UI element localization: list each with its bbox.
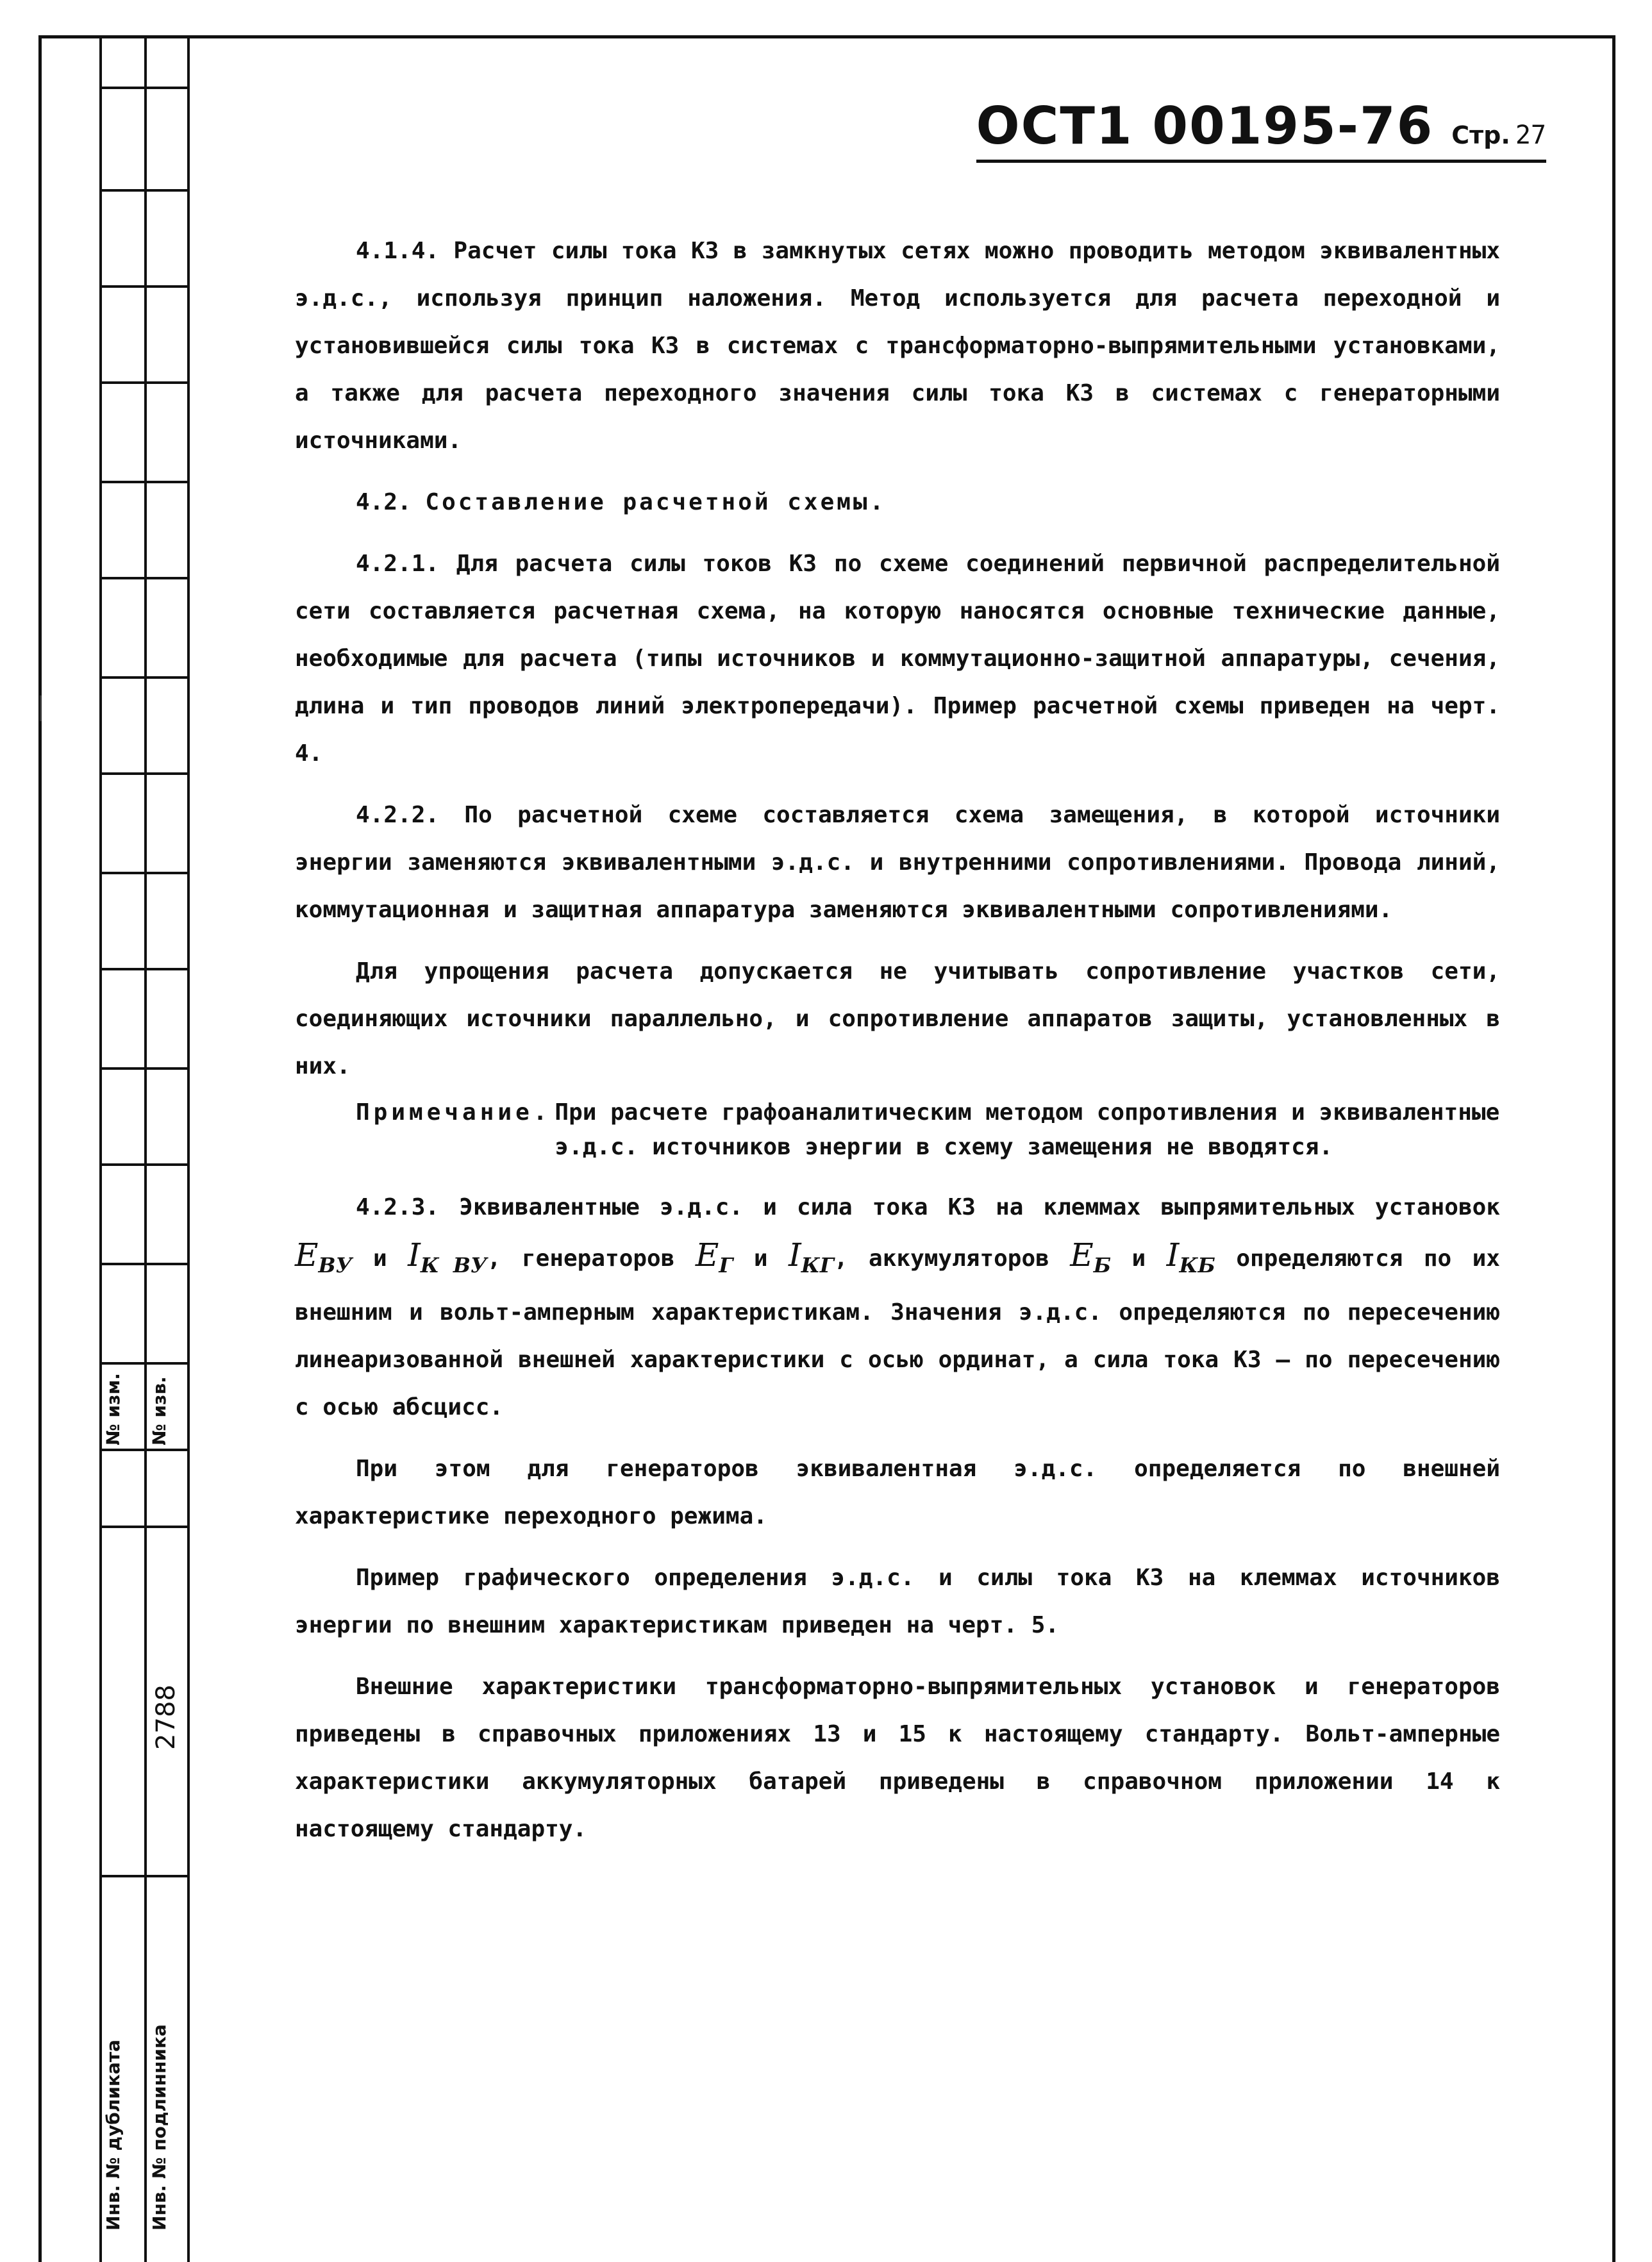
p423-rest: определяются по их внешним и вольт-амперным характеристикам. Значения э.д.с. определяются по пересечению линеаризованной внешней характеристики с осью ординат, а сила тока КЗ – по пересечению с осью абсцисс. bbox=[295, 1245, 1500, 1420]
stamp-column-left bbox=[99, 35, 147, 2262]
symbol-e: E bbox=[1070, 1236, 1094, 1274]
document-code: ОСТ1 00195-76 bbox=[976, 96, 1434, 156]
stamp-divider bbox=[99, 1526, 190, 1528]
paragraph-4-2-2: 4.2.2. По расчетной схеме составляется схема замещения, в которой источники энергии заменяются эквивалентными э.д.с. и внутренними сопротивлениями. Провода линий, коммутационная и защитная аппаратура заменяются эквивалентными сопротивлениями. bbox=[295, 802, 1500, 923]
stamp-divider bbox=[99, 1163, 190, 1166]
symbol-i: I bbox=[788, 1236, 801, 1274]
word-and: и bbox=[753, 1245, 768, 1272]
subscript-kvu: К ВУ bbox=[420, 1253, 487, 1277]
stamp-divider bbox=[99, 285, 190, 288]
stamp-column-right bbox=[187, 35, 235, 2262]
stamp-divider bbox=[99, 676, 190, 679]
p423-intro: 4.2.3. Эквивалентные э.д.с. и сила тока КЗ на клеммах выпрямительных установок bbox=[356, 1194, 1500, 1220]
scan-artifact bbox=[40, 695, 42, 721]
symbol-e: E bbox=[695, 1236, 719, 1274]
stamp-divider bbox=[99, 87, 190, 89]
subscript-g: Г bbox=[719, 1253, 733, 1277]
paragraph-4-1-4: 4.1.4. Расчет силы тока КЗ в замкнутых сетях можно проводить методом эквивалентных э.д.с., используя принцип наложения. Метод используется для расчета переходной и установившейся силы тока КЗ в системах с трансформаторно-выпрямительными установками, а также для расчета переходного значения силы тока КЗ в системах с генераторными источниками. bbox=[295, 238, 1500, 454]
symbol-i: I bbox=[1166, 1236, 1180, 1274]
stamp-divider bbox=[99, 1263, 190, 1265]
stamp-divider bbox=[99, 872, 190, 874]
subscript-kb: КБ bbox=[1179, 1253, 1215, 1277]
stamp-column-mid bbox=[144, 35, 192, 2262]
paragraph-generators: При этом для генераторов эквивалентная э.д.с. определяется по внешней характеристике переходного режима. bbox=[295, 1456, 1500, 1529]
note-text: При расчете графоаналитическим методом сопротивления и эквивалентные э.д.с. источников энергии в схему замещения не вводятся. bbox=[555, 1099, 1500, 1160]
heading-text: Составление расчетной схемы. bbox=[425, 489, 887, 515]
page-label: Стр. bbox=[1451, 121, 1510, 149]
heading-number: 4.2. bbox=[356, 489, 412, 515]
stamp-divider bbox=[99, 481, 190, 483]
note-block bbox=[356, 1095, 1500, 1165]
page-header bbox=[976, 96, 1546, 163]
paragraph-4-2-3 bbox=[295, 1184, 1500, 1431]
paragraph-simplification: Для упрощения расчета допускается не учитывать сопротивление участков сети, соединяющих источники параллельно, и сопротивление аппаратов защиты, установленных в них. bbox=[295, 958, 1500, 1079]
section-heading bbox=[295, 479, 1500, 526]
stamp-divider bbox=[99, 1875, 190, 1877]
word-generators: , генераторов bbox=[487, 1245, 675, 1272]
duplicate-label: Инв. № дубликата bbox=[103, 2040, 124, 2231]
paragraph-characteristics: Внешние характеристики трансформаторно-выпрямительных установок и генераторов приведены в справочных приложениях 13 и 15 к настоящему стандарту. Вольт-амперные характеристики аккумуляторных батарей приведены в справочном приложении 14 к настоящему стандарту. bbox=[295, 1674, 1500, 1842]
stamp-divider bbox=[99, 772, 190, 775]
stamp-divider bbox=[99, 1067, 190, 1070]
subscript-vu: ВУ bbox=[318, 1253, 353, 1277]
paragraph-example: Пример графического определения э.д.с. и силы тока КЗ на клеммах источников энергии по внешним характеристикам приведен на черт. 5. bbox=[295, 1565, 1500, 1638]
stamp-divider bbox=[99, 968, 190, 970]
page-number: 27 bbox=[1515, 121, 1546, 150]
symbol-e: E bbox=[295, 1236, 319, 1274]
notice-no-label: № изв. bbox=[149, 1376, 170, 1445]
inv-number-value: 2788 bbox=[151, 1684, 181, 1750]
change-no-label: № изм. bbox=[103, 1373, 124, 1445]
word-accumulators: , аккумуляторов bbox=[833, 1245, 1049, 1272]
stamp-divider bbox=[99, 1362, 190, 1365]
stamp-divider bbox=[99, 189, 190, 192]
document-body bbox=[295, 228, 1500, 1853]
stamp-divider bbox=[99, 381, 190, 384]
word-and: и bbox=[372, 1245, 387, 1272]
stamp-divider bbox=[99, 577, 190, 579]
note-label: Примечание. bbox=[356, 1099, 551, 1126]
original-label: Инв. № подлинника bbox=[149, 2024, 170, 2231]
subscript-kg: КГ bbox=[801, 1253, 834, 1277]
word-and: и bbox=[1131, 1245, 1146, 1272]
symbol-i: I bbox=[408, 1236, 421, 1274]
subscript-b: Б bbox=[1093, 1253, 1112, 1277]
paragraph-4-2-1: 4.2.1. Для расчета силы токов КЗ по схеме соединений первичной распределительной сети составляется расчетная схема, на которую наносятся основные технические данные, необходимые для расчета (типы источников и коммутационно-защитной аппаратуры, сечения, длина и тип проводов линий электропередачи). Пример расчетной схемы приведен на черт. 4. bbox=[295, 551, 1500, 767]
stamp-divider bbox=[99, 1449, 190, 1451]
